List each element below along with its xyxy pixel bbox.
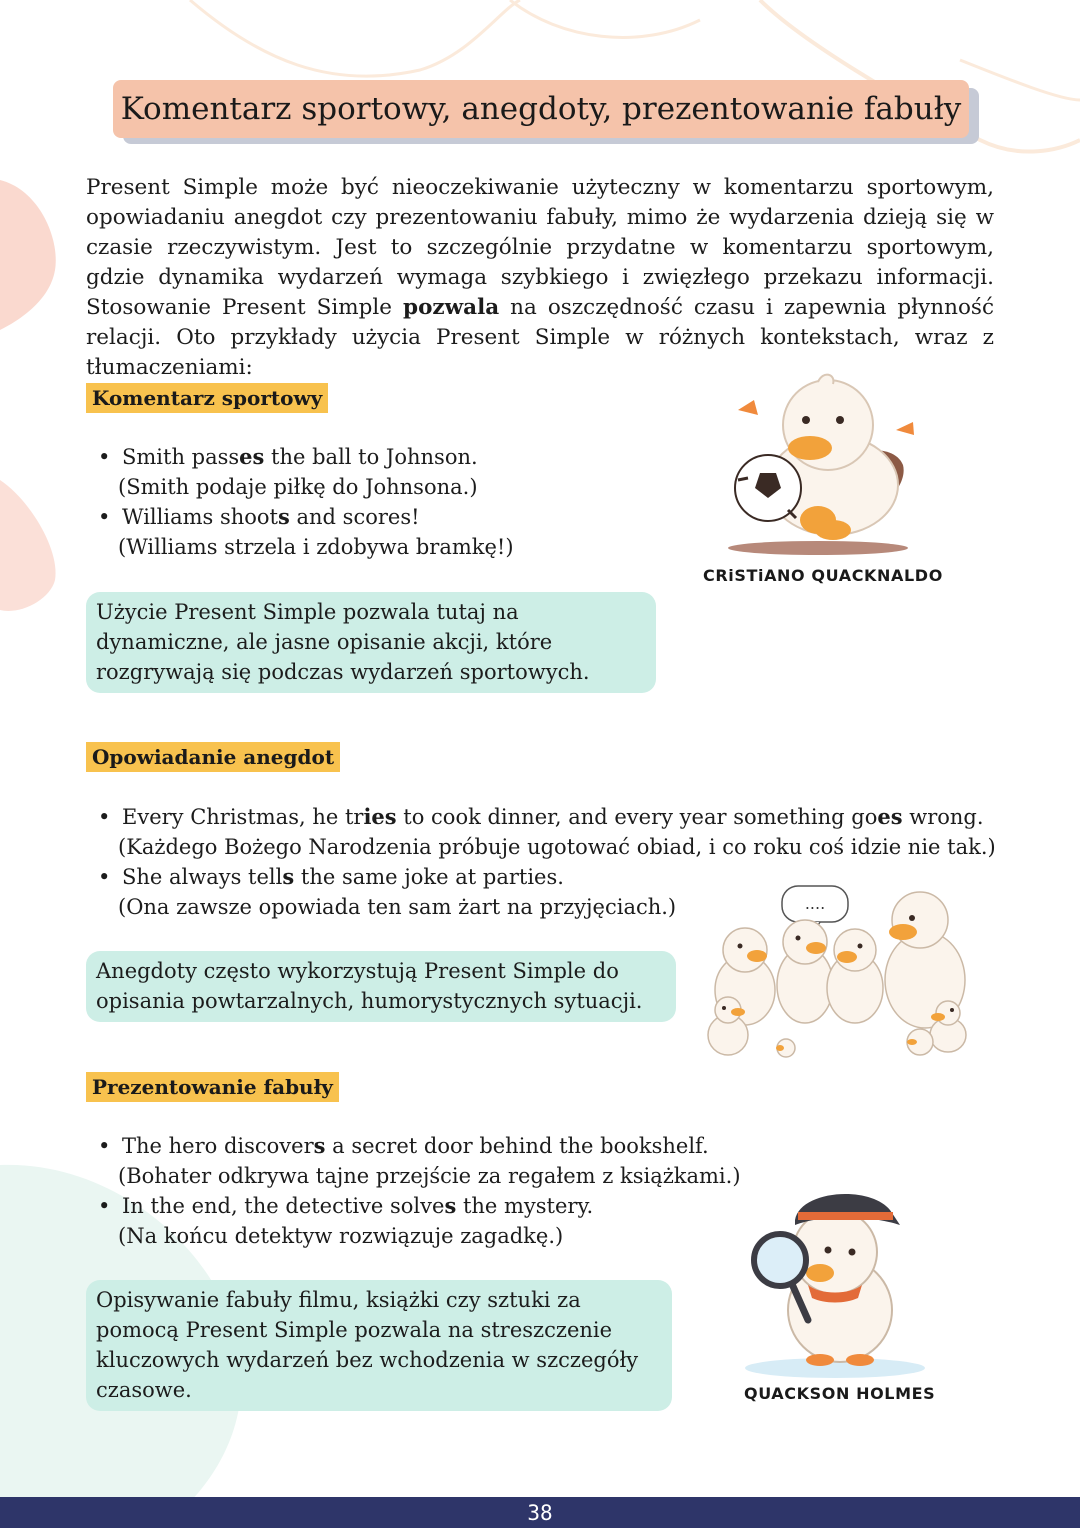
note-box-plot: Opisywanie fabuły filmu, książki czy sztuki za pomocą Present Simple pozwala na streszczenie kluczowych wydarzeń bez wchodzenia w szczegóły czasowe. [86, 1280, 672, 1411]
duck-family-illustration [700, 880, 975, 1060]
example-translation: (Williams strzela i zdobywa bramkę!) [118, 535, 514, 559]
illustration-caption-cristiano: CRiSTiANO QUACKNALDO [703, 566, 943, 585]
example-translation: (Ona zawsze opowiada ten sam żart na przyjęciach.) [118, 895, 677, 919]
illustration-caption-holmes: QUACKSON HOLMES [744, 1384, 936, 1403]
example-item: • Smith passes the ball to Johnson. (Smith podaje piłkę do Johnsona.) [122, 442, 514, 502]
example-translation: (Smith podaje piłkę do Johnsona.) [118, 475, 478, 499]
note-box-anecdotes: Anegdoty często wykorzystują Present Simple do opisania powtarzalnych, humorystycznych sytuacji. [86, 951, 676, 1022]
speech-bubble-text: .... [804, 894, 826, 913]
page-title: Komentarz sportowy, anegdoty, prezentowanie fabuły [113, 80, 969, 138]
intro-text-1: Present Simple może być nieoczekiwanie użyteczny w komentarzu sportowym, opowiadaniu anegdot czy prezentowaniu fabuły, mimo że wydarzenia dzieją się w czasie rzeczywistym. Jest to szczególnie przydatne w komentarzu sportowym, gdzie dynamika wydarzeń wymaga szybkiego i zwięzłego przekazu informacji. Stosowanie Present Simple [86, 175, 994, 320]
duck-with-football-illustration [718, 370, 928, 560]
example-item: • The hero discovers a secret door behind the bookshelf. (Bohater odkrywa tajne przejście za regałem z książkami.) [122, 1131, 741, 1191]
example-item: • Every Christmas, he tries to cook dinner, and every year something goes wrong. (Każdego Bożego Narodzenia próbuje ugotować obiad, i co roku coś idzie nie tak.) [122, 802, 996, 862]
page-number: 38 [527, 1500, 553, 1525]
section-heading-plot: Prezentowanie fabuły [86, 1072, 339, 1102]
example-translation: (Bohater odkrywa tajne przejście za regałem z książkami.) [118, 1164, 741, 1188]
section-heading-anecdotes: Opowiadanie anegdot [86, 742, 340, 772]
page-footer [0, 1497, 1080, 1528]
example-list-plot [86, 1131, 741, 1251]
example-list-sports [86, 442, 514, 562]
section-heading-sports: Komentarz sportowy [86, 383, 328, 413]
note-box-sports: Użycie Present Simple pozwala tutaj na dynamiczne, ale jasne opisanie akcji, które rozgrywają się podczas wydarzeń sportowych. [86, 592, 656, 693]
intro-text-2: na oszczędność czasu i zapewnia płynność relacji. Oto przykłady użycia Present Simple w różnych kontekstach, wraz z tłumaczeniami: [86, 295, 995, 380]
title-banner [113, 80, 969, 138]
example-item: • In the end, the detective solves the mystery. (Na końcu detektyw rozwiązuje zagadkę.) [122, 1191, 741, 1251]
example-item: • She always tells the same joke at parties. (Ona zawsze opowiada ten sam żart na przyjęciach.) [122, 862, 996, 922]
intro-bold-word: pozwala [403, 295, 500, 320]
intro-paragraph [86, 173, 994, 383]
detective-duck-illustration [740, 1180, 940, 1380]
example-translation: (Każdego Bożego Narodzenia próbuje ugotować obiad, i co roku coś idzie nie tak.) [118, 835, 996, 859]
example-translation: (Na końcu detektyw rozwiązuje zagadkę.) [118, 1224, 564, 1248]
example-item: • Williams shoots and scores! (Williams strzela i zdobywa bramkę!) [122, 502, 514, 562]
